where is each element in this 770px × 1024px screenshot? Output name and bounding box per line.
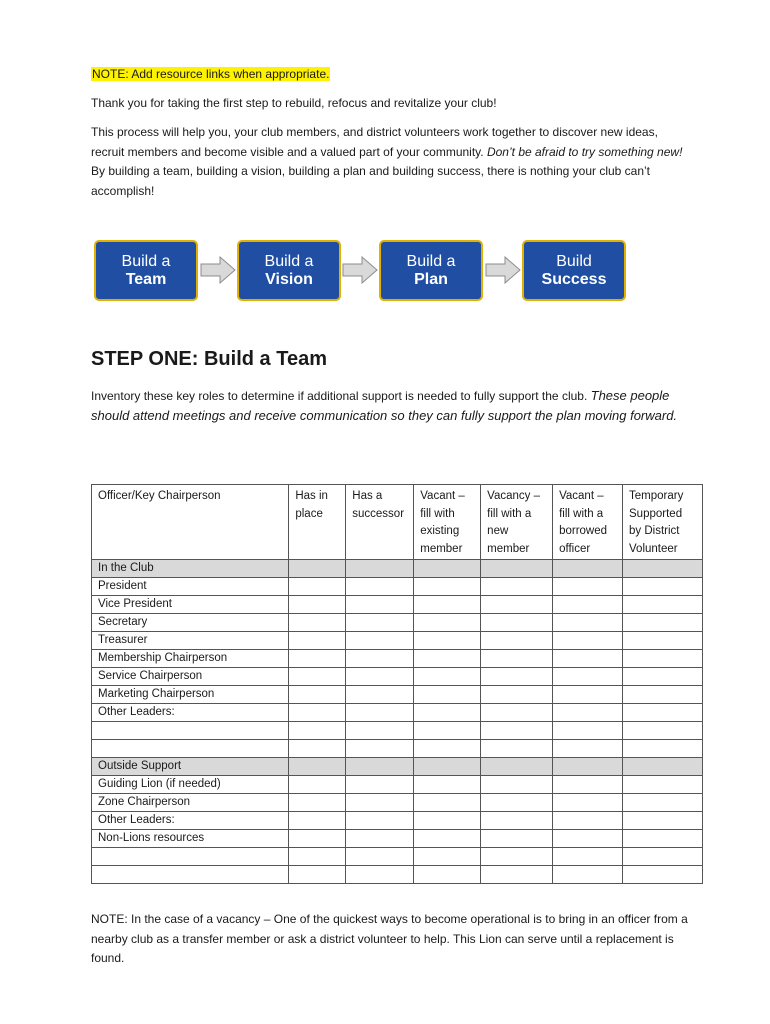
checkbox-cell[interactable] xyxy=(623,740,703,758)
step-box-success xyxy=(522,240,626,301)
header-officer: Officer/Key Chairperson xyxy=(92,485,289,560)
table-row xyxy=(92,866,703,884)
table-row xyxy=(92,794,703,812)
checkbox-cell[interactable] xyxy=(289,560,346,578)
checkbox-cell[interactable] xyxy=(481,560,553,578)
process-text-italic: Don’t be afraid to try something new! xyxy=(486,144,683,159)
role-label-cell: President xyxy=(92,578,289,596)
checkbox-cell[interactable] xyxy=(553,722,623,740)
step-one-intro xyxy=(91,386,691,426)
checkbox-cell[interactable] xyxy=(553,596,623,614)
checkbox-cell[interactable] xyxy=(623,596,703,614)
table-row xyxy=(92,650,703,668)
checkbox-cell[interactable] xyxy=(623,650,703,668)
checkbox-cell[interactable] xyxy=(553,794,623,812)
checkbox-cell[interactable] xyxy=(289,704,346,722)
checkbox-cell[interactable] xyxy=(553,650,623,668)
role-label-cell: Other Leaders: xyxy=(92,704,289,722)
step-box-vision xyxy=(237,240,341,301)
right-arrow-icon xyxy=(200,256,236,284)
checkbox-cell[interactable] xyxy=(346,632,414,650)
role-label-cell xyxy=(92,722,289,740)
checkbox-cell[interactable] xyxy=(623,668,703,686)
checkbox-cell[interactable] xyxy=(346,722,414,740)
checkbox-cell[interactable] xyxy=(623,722,703,740)
checkbox-cell[interactable] xyxy=(553,632,623,650)
checkbox-cell[interactable] xyxy=(346,596,414,614)
step-box-line2: Vision xyxy=(265,270,313,288)
intro-plain-text: Inventory these key roles to determine if additional support is needed to fully support the club. xyxy=(91,389,591,403)
checkbox-cell[interactable] xyxy=(623,794,703,812)
checkbox-cell[interactable] xyxy=(481,722,553,740)
process-text-part1: This process will help you, your club members, and district volunteers work together to discover new ideas, recruit members and become visible and a valued part of your community. xyxy=(91,125,658,159)
checkbox-cell[interactable] xyxy=(346,794,414,812)
resource-links-note xyxy=(91,66,330,83)
checkbox-cell[interactable] xyxy=(623,560,703,578)
checkbox-cell[interactable] xyxy=(346,650,414,668)
table-row xyxy=(92,776,703,794)
step-box-line1: Build xyxy=(556,252,592,270)
process-text-part2: By building a team, building a vision, building a plan and building success, there is nothing your club can’t accomplish! xyxy=(91,164,651,198)
checkbox-cell[interactable] xyxy=(289,668,346,686)
checkbox-cell[interactable] xyxy=(553,866,623,884)
table-row xyxy=(92,614,703,632)
table-row xyxy=(92,758,703,776)
checkbox-cell[interactable] xyxy=(481,794,553,812)
checkbox-cell[interactable] xyxy=(623,704,703,722)
checkbox-cell[interactable] xyxy=(289,650,346,668)
role-label-cell xyxy=(92,866,289,884)
checkbox-cell[interactable] xyxy=(346,704,414,722)
table-row xyxy=(92,632,703,650)
checkbox-cell[interactable] xyxy=(289,776,346,794)
checkbox-cell[interactable] xyxy=(623,848,703,866)
checkbox-cell[interactable] xyxy=(481,614,553,632)
role-label-cell xyxy=(92,740,289,758)
role-label-cell: Other Leaders: xyxy=(92,812,289,830)
checkbox-cell[interactable] xyxy=(481,578,553,596)
checkbox-cell[interactable] xyxy=(553,776,623,794)
checkbox-cell[interactable] xyxy=(623,758,703,776)
header-has-successor: Has a successor xyxy=(346,485,414,560)
checkbox-cell[interactable] xyxy=(289,866,346,884)
checkbox-cell[interactable] xyxy=(289,632,346,650)
checkbox-cell[interactable] xyxy=(623,812,703,830)
checkbox-cell[interactable] xyxy=(289,794,346,812)
checkbox-cell[interactable] xyxy=(346,740,414,758)
role-label-cell: Membership Chairperson xyxy=(92,650,289,668)
checkbox-cell[interactable] xyxy=(289,578,346,596)
checkbox-cell[interactable] xyxy=(289,830,346,848)
checkbox-cell[interactable] xyxy=(346,848,414,866)
checkbox-cell[interactable] xyxy=(481,668,553,686)
highlighted-note-text: NOTE: Add resource links when appropriate. xyxy=(92,67,330,81)
checkbox-cell[interactable] xyxy=(414,668,481,686)
checkbox-cell[interactable] xyxy=(289,848,346,866)
table-row xyxy=(92,740,703,758)
role-label-cell: Marketing Chairperson xyxy=(92,686,289,704)
table-row xyxy=(92,830,703,848)
process-paragraph xyxy=(91,123,691,201)
checkbox-cell[interactable] xyxy=(481,848,553,866)
table-row xyxy=(92,848,703,866)
step-box-line1: Build a xyxy=(406,252,456,270)
step-box-line2: Plan xyxy=(414,270,448,288)
role-label-cell: Secretary xyxy=(92,614,289,632)
checkbox-cell[interactable] xyxy=(553,848,623,866)
thank-you-paragraph: Thank you for taking the first step to rebuild, refocus and revitalize your club! xyxy=(91,96,497,110)
checkbox-cell[interactable] xyxy=(553,668,623,686)
checkbox-cell[interactable] xyxy=(553,812,623,830)
vacancy-note: NOTE: In the case of a vacancy – One of the quickest ways to become operational is to bring in an officer from a nearby club as a transfer member or ask a district volunteer to help. This Lion can serve until a replacement is found. xyxy=(91,912,688,965)
checkbox-cell[interactable] xyxy=(346,560,414,578)
header-temporary-district: Temporary Supported by District Volunteer xyxy=(623,485,703,560)
table-header-row xyxy=(92,485,703,560)
checkbox-cell[interactable] xyxy=(553,830,623,848)
role-label-cell: Treasurer xyxy=(92,632,289,650)
checkbox-cell[interactable] xyxy=(481,866,553,884)
table-row xyxy=(92,560,703,578)
checkbox-cell[interactable] xyxy=(289,686,346,704)
table-row xyxy=(92,596,703,614)
role-label-cell: In the Club xyxy=(92,560,289,578)
checkbox-cell[interactable] xyxy=(289,740,346,758)
checkbox-cell[interactable] xyxy=(414,650,481,668)
table-row xyxy=(92,704,703,722)
step-box-team xyxy=(94,240,198,301)
checkbox-cell[interactable] xyxy=(414,578,481,596)
header-has-in-place: Has in place xyxy=(289,485,346,560)
checkbox-cell[interactable] xyxy=(414,740,481,758)
step-box-line1: Build a xyxy=(264,252,314,270)
checkbox-cell[interactable] xyxy=(623,830,703,848)
checkbox-cell[interactable] xyxy=(414,632,481,650)
checkbox-cell[interactable] xyxy=(289,722,346,740)
checkbox-cell[interactable] xyxy=(553,560,623,578)
checkbox-cell[interactable] xyxy=(481,758,553,776)
checkbox-cell[interactable] xyxy=(623,632,703,650)
role-label-cell: Zone Chairperson xyxy=(92,794,289,812)
checkbox-cell[interactable] xyxy=(414,776,481,794)
checkbox-cell[interactable] xyxy=(346,686,414,704)
checkbox-cell[interactable] xyxy=(414,722,481,740)
table-row xyxy=(92,722,703,740)
right-arrow-icon xyxy=(342,256,378,284)
checkbox-cell[interactable] xyxy=(481,740,553,758)
header-vacancy-new: Vacancy – fill with a new member xyxy=(481,485,553,560)
checkbox-cell[interactable] xyxy=(623,866,703,884)
checkbox-cell[interactable] xyxy=(553,614,623,632)
checkbox-cell[interactable] xyxy=(481,776,553,794)
checkbox-cell[interactable] xyxy=(346,812,414,830)
checkbox-cell[interactable] xyxy=(414,758,481,776)
checkbox-cell[interactable] xyxy=(481,632,553,650)
checkbox-cell[interactable] xyxy=(553,758,623,776)
checkbox-cell[interactable] xyxy=(481,596,553,614)
checkbox-cell[interactable] xyxy=(481,686,553,704)
checkbox-cell[interactable] xyxy=(623,578,703,596)
checkbox-cell[interactable] xyxy=(414,866,481,884)
role-label-cell: Non-Lions resources xyxy=(92,830,289,848)
checkbox-cell[interactable] xyxy=(414,812,481,830)
header-vacant-existing: Vacant – fill with existing member xyxy=(414,485,481,560)
checkbox-cell[interactable] xyxy=(346,668,414,686)
checkbox-cell[interactable] xyxy=(289,596,346,614)
step-box-line1: Build a xyxy=(121,252,171,270)
checkbox-cell[interactable] xyxy=(553,704,623,722)
checkbox-cell[interactable] xyxy=(414,614,481,632)
checkbox-cell[interactable] xyxy=(623,686,703,704)
checkbox-cell[interactable] xyxy=(289,758,346,776)
checkbox-cell[interactable] xyxy=(553,686,623,704)
checkbox-cell[interactable] xyxy=(481,704,553,722)
table-row xyxy=(92,668,703,686)
step-box-line2: Team xyxy=(125,270,167,288)
checkbox-cell[interactable] xyxy=(481,830,553,848)
checkbox-cell[interactable] xyxy=(623,776,703,794)
checkbox-cell[interactable] xyxy=(289,812,346,830)
checkbox-cell[interactable] xyxy=(346,758,414,776)
step-box-plan xyxy=(379,240,483,301)
checkbox-cell[interactable] xyxy=(346,578,414,596)
intro-italic-text: These people should attend meetings and receive communication so they can fully support the plan moving forward. xyxy=(91,388,678,423)
role-label-cell: Vice President xyxy=(92,596,289,614)
checkbox-cell[interactable] xyxy=(414,560,481,578)
role-label-cell: Outside Support xyxy=(92,758,289,776)
checkbox-cell[interactable] xyxy=(346,830,414,848)
table-row xyxy=(92,812,703,830)
table-row xyxy=(92,578,703,596)
table-row xyxy=(92,686,703,704)
checkbox-cell[interactable] xyxy=(414,686,481,704)
right-arrow-icon xyxy=(485,256,521,284)
checkbox-cell[interactable] xyxy=(346,776,414,794)
checkbox-cell[interactable] xyxy=(414,848,481,866)
step-one-heading: STEP ONE: Build a Team xyxy=(91,348,327,370)
checkbox-cell[interactable] xyxy=(414,596,481,614)
checkbox-cell[interactable] xyxy=(414,704,481,722)
checkbox-cell[interactable] xyxy=(414,830,481,848)
checkbox-cell[interactable] xyxy=(553,578,623,596)
checkbox-cell[interactable] xyxy=(346,614,414,632)
role-label-cell: Service Chairperson xyxy=(92,668,289,686)
checkbox-cell[interactable] xyxy=(623,614,703,632)
checkbox-cell[interactable] xyxy=(346,866,414,884)
role-label-cell: Guiding Lion (if needed) xyxy=(92,776,289,794)
roles-inventory-table xyxy=(91,484,703,884)
checkbox-cell[interactable] xyxy=(481,650,553,668)
checkbox-cell[interactable] xyxy=(289,614,346,632)
checkbox-cell[interactable] xyxy=(414,794,481,812)
roles-table-body xyxy=(92,560,703,884)
step-box-line2: Success xyxy=(541,270,607,288)
checkbox-cell[interactable] xyxy=(481,812,553,830)
role-label-cell xyxy=(92,848,289,866)
header-vacant-borrowed: Vacant – fill with a borrowed officer xyxy=(553,485,623,560)
checkbox-cell[interactable] xyxy=(553,740,623,758)
